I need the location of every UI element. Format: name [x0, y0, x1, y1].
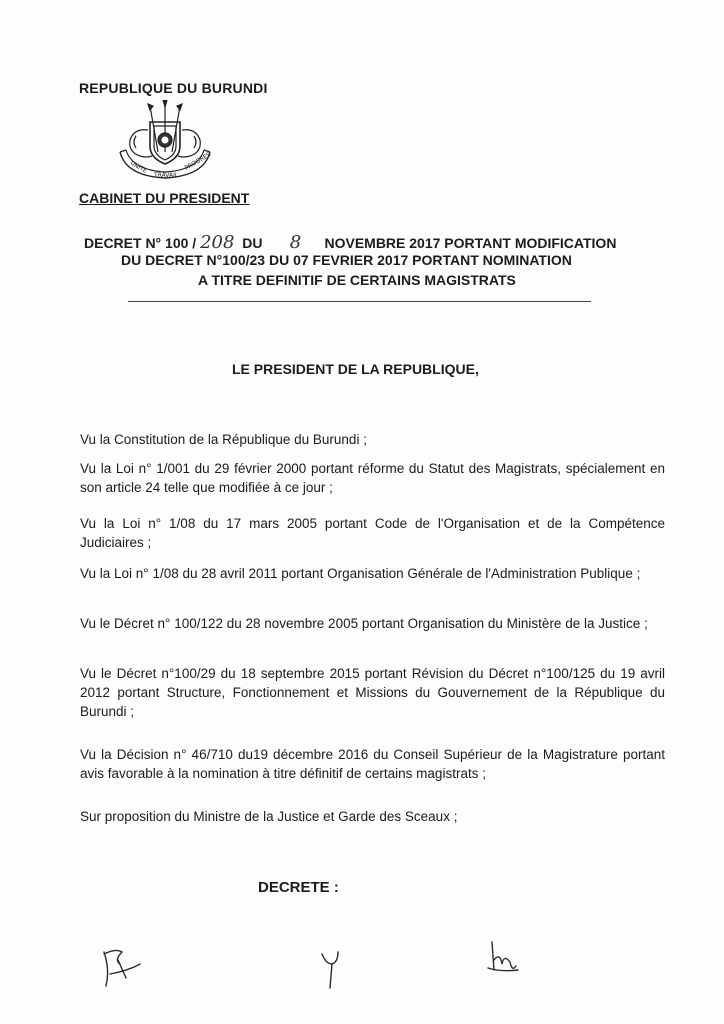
- considerant-code-organisation: Vu la Loi n° 1/08 du 17 mars 2005 portant Code de l'Organisation et de la Compétence Judiciaires ;: [80, 516, 665, 550]
- coat-of-arms-emblem: [112, 100, 218, 184]
- considerant-constitution: Vu la Constitution de la République du Burundi ;: [80, 432, 367, 447]
- title-prefix: DECRET N° 100 /: [84, 235, 197, 251]
- handwritten-day: 8: [289, 232, 302, 253]
- initial-center-mark: [322, 952, 338, 988]
- decrete-heading: DECRETE :: [258, 879, 339, 896]
- title-suffix: NOVEMBRE 2017 PORTANT MODIFICATION: [324, 235, 617, 251]
- motto-progres-text: PROGRES: [183, 151, 213, 172]
- president-heading: LE PRESIDENT DE LA REPUBLIQUE,: [232, 361, 479, 377]
- initial-right-mark: [488, 942, 518, 971]
- title-line-1: [84, 232, 616, 253]
- title-line-2: DU DECRET N°100/23 DU 07 FEVRIER 2017 PORTANT NOMINATION: [121, 252, 572, 268]
- considerant-conseil-superieur: Vu la Décision n° 46/710 du19 décembre 2016 du Conseil Supérieur de la Magistrature portant avis favorable à la nomination à titre définitif de certains magistrats ;: [80, 747, 665, 781]
- title-divider: [128, 301, 591, 302]
- considerant-proposition-ministre: Sur proposition du Ministre de la Justice et Garde des Sceaux ;: [80, 809, 458, 824]
- handwritten-initials: [0, 930, 724, 1000]
- title-line-3: A TITRE DEFINITIF DE CERTAINS MAGISTRATS: [198, 272, 516, 288]
- cabinet-name: CABINET DU PRESIDENT: [79, 190, 250, 206]
- considerant-ministere-justice: Vu le Décret n° 100/122 du 28 novembre 2005 portant Organisation du Ministère de la Justice ;: [80, 616, 648, 631]
- motto-travail-text: TRAVAIL: [154, 172, 179, 179]
- country-name: REPUBLIQUE DU BURUNDI: [79, 80, 268, 96]
- initial-left-mark: [104, 950, 140, 986]
- considerant-statut-magistrats: Vu la Loi n° 1/001 du 29 février 2000 portant réforme du Statut des Magistrats, spécialement en son article 24 telle que modifiée à ce jour ;: [80, 461, 665, 495]
- considerant-structure-gouvernement: Vu le Décret n°100/29 du 18 septembre 2015 portant Révision du Décret n°100/125 du 19 avril 2012 portant Structure, Fonctionnement et Missions du Gouvernement de la République du Burundi ;: [80, 666, 665, 719]
- considerant-administration-publique: Vu la Loi n° 1/08 du 28 avril 2011 portant Organisation Générale de l'Administration Publique ;: [80, 566, 641, 581]
- motto-unite-text: UNITE: [129, 159, 149, 175]
- handwritten-decree-number: 208: [200, 232, 235, 253]
- title-du: DU: [242, 235, 263, 251]
